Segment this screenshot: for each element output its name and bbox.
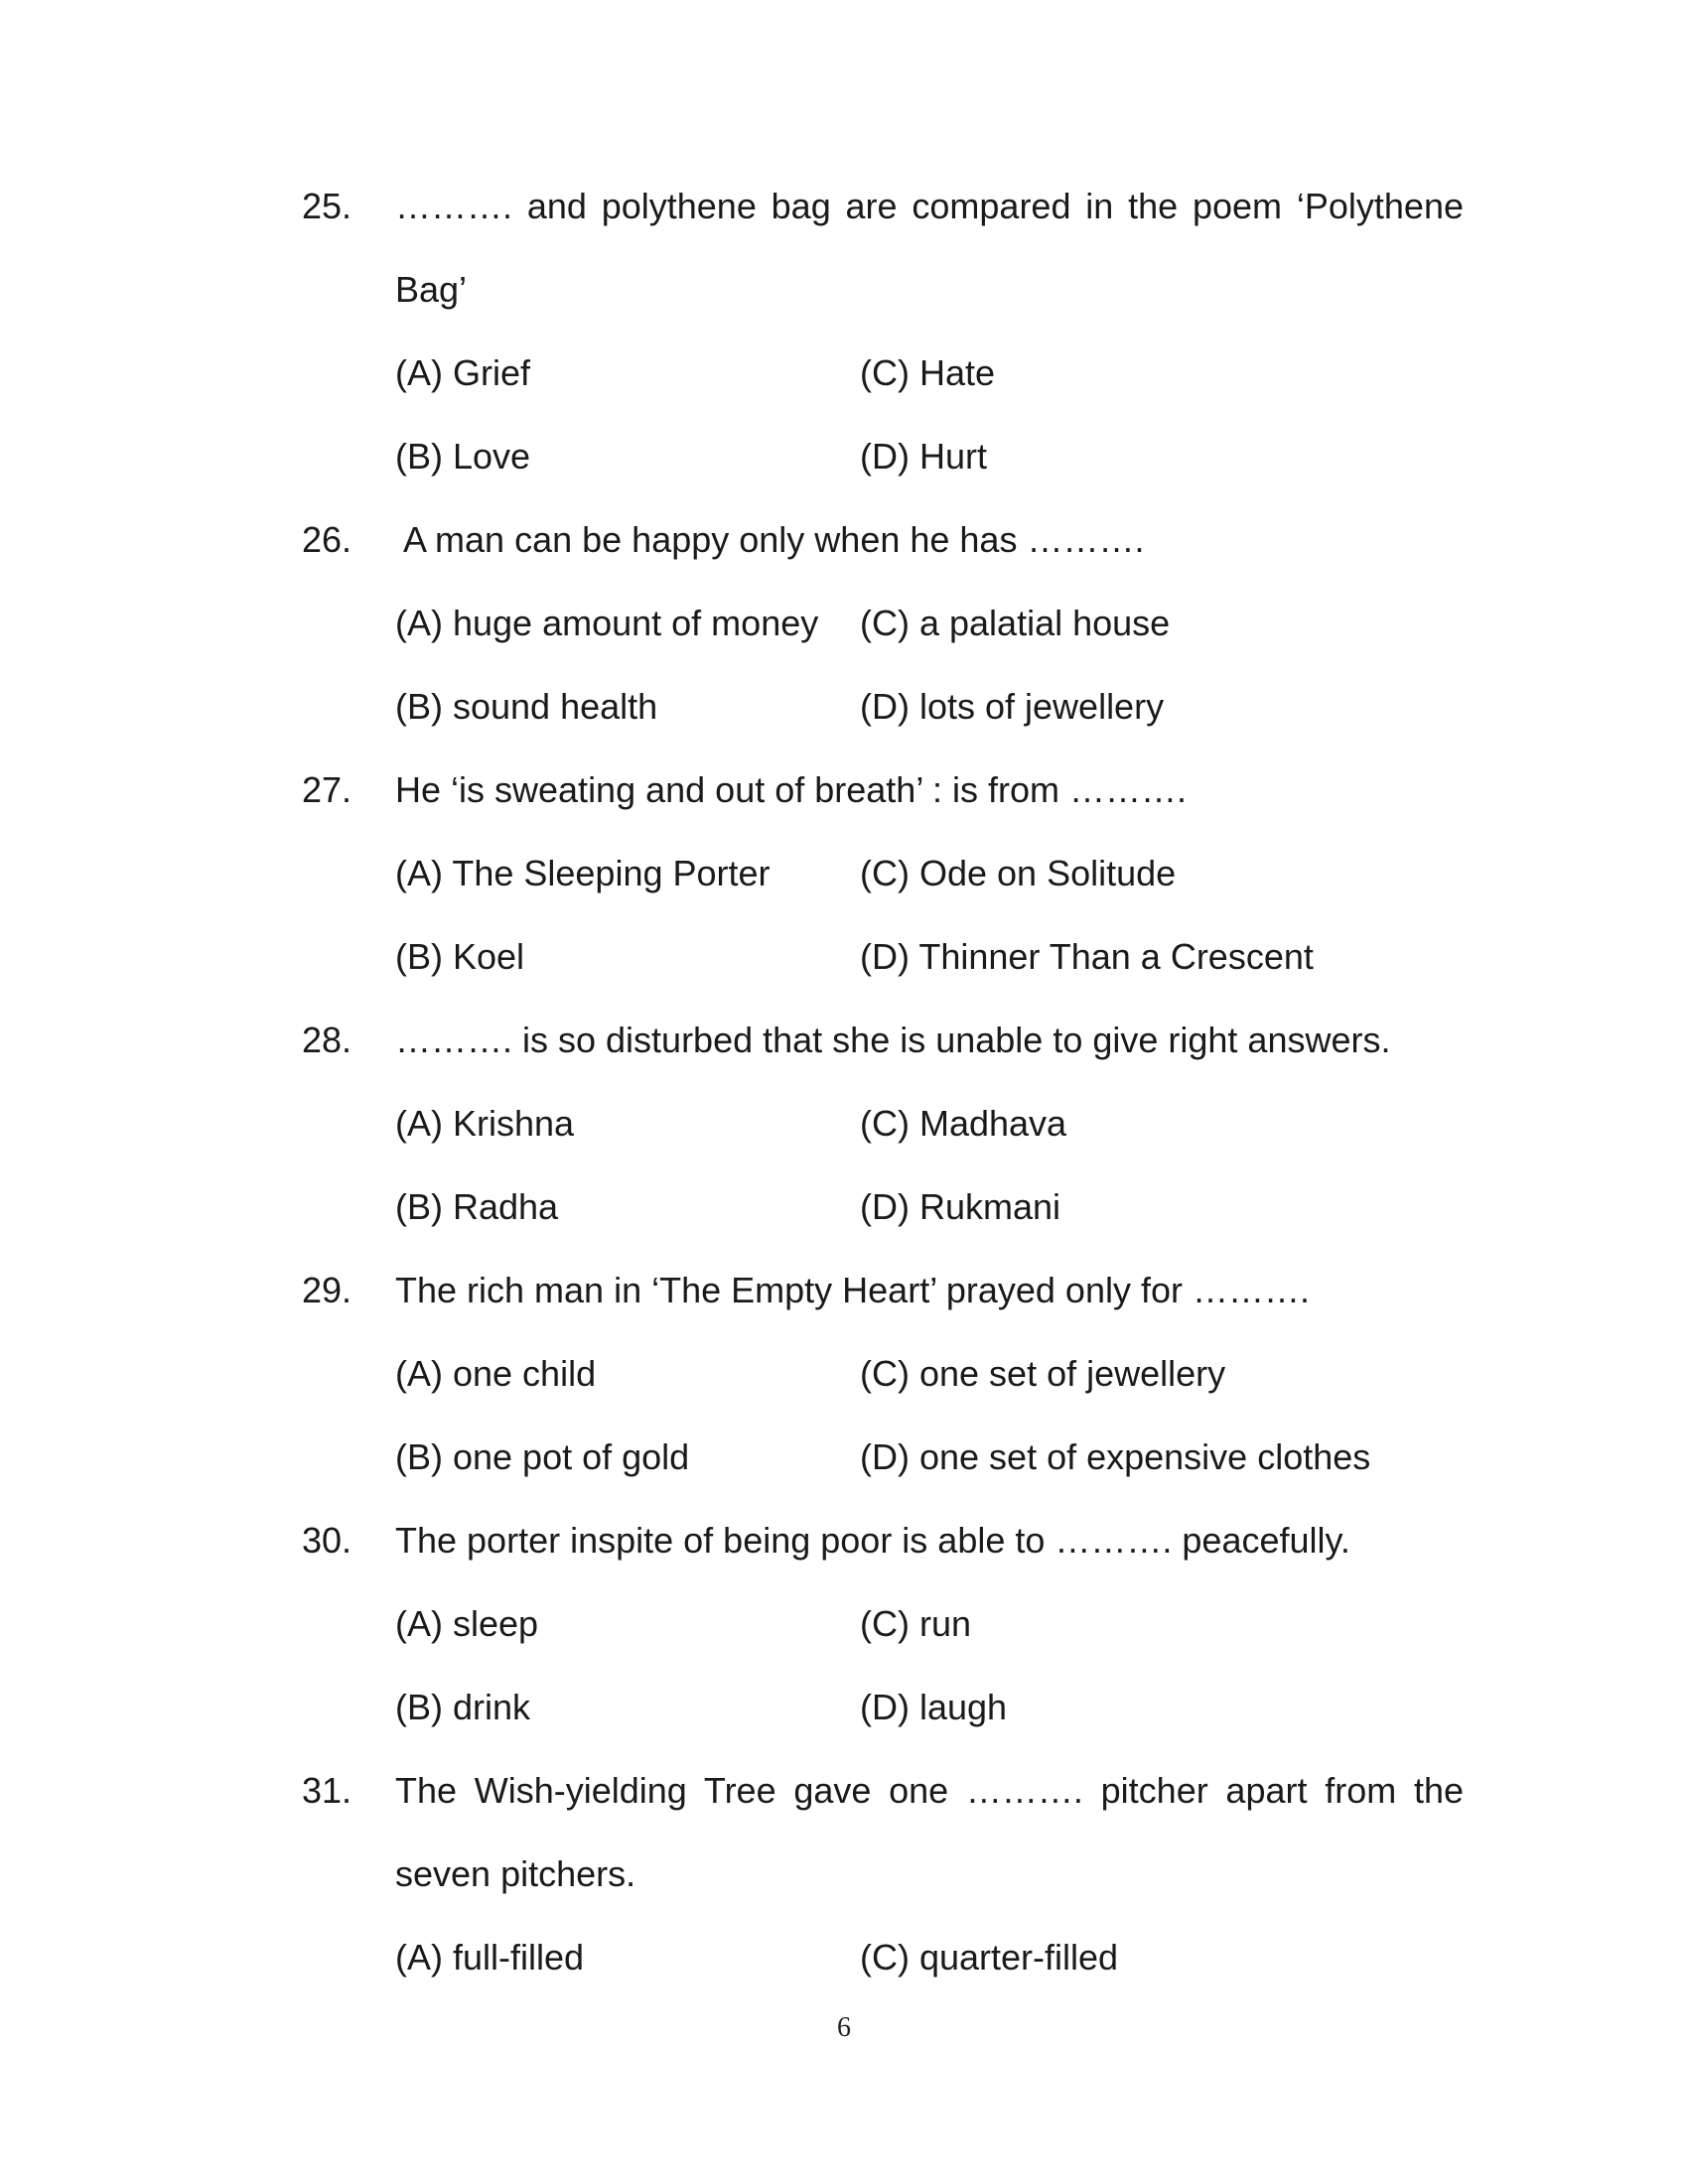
- option-d: (D) laugh: [860, 1687, 1008, 1727]
- option-d: (D) Thinner Than a Crescent: [860, 936, 1314, 977]
- option-c: (C) Ode on Solitude: [860, 853, 1177, 893]
- option-a: (A) one child: [395, 1353, 597, 1394]
- option-a: (A) Grief: [395, 352, 531, 393]
- option-d: (D) Hurt: [860, 436, 987, 477]
- question-text: He ‘is sweating and out of breath’ : is from ……….: [395, 769, 1187, 810]
- option-d: (D) one set of expensive clothes: [860, 1436, 1371, 1477]
- question-text: ………. and polythene bag are compared in the poem ‘Polythene: [395, 186, 1464, 226]
- option-c: (C) quarter-filled: [860, 1937, 1119, 1978]
- question-text-continued: seven pitchers.: [395, 1853, 636, 1894]
- question-number: 25.: [302, 186, 352, 226]
- option-c: (C) a palatial house: [860, 603, 1171, 643]
- option-a: (A) full-filled: [395, 1937, 585, 1978]
- question-number: 29.: [302, 1270, 352, 1310]
- question-number: 27.: [302, 769, 352, 810]
- option-a: (A) Krishna: [395, 1103, 575, 1144]
- option-c: (C) one set of jewellery: [860, 1353, 1226, 1394]
- question-text: The rich man in ‘The Empty Heart’ prayed only for ……….: [395, 1270, 1310, 1310]
- question-text-continued: Bag’: [395, 269, 468, 310]
- option-b: (B) Radha: [395, 1186, 559, 1227]
- question-number: 30.: [302, 1520, 352, 1561]
- question-text: The porter inspite of being poor is able to ………. peacefully.: [395, 1520, 1350, 1561]
- option-b: (B) Love: [395, 436, 531, 477]
- option-b: (B) drink: [395, 1687, 531, 1727]
- question-number: 31.: [302, 1770, 352, 1811]
- option-b: (B) Koel: [395, 936, 525, 977]
- option-b: (B) one pot of gold: [395, 1436, 690, 1477]
- option-d: (D) lots of jewellery: [860, 686, 1165, 727]
- question-text: The Wish-yielding Tree gave one ………. pitcher apart from the: [395, 1770, 1464, 1811]
- option-a: (A) huge amount of money: [395, 603, 819, 643]
- option-d: (D) Rukmani: [860, 1186, 1061, 1227]
- question-text: ………. is so disturbed that she is unable to give right answers.: [395, 1020, 1391, 1060]
- option-c: (C) Hate: [860, 352, 996, 393]
- option-a: (A) The Sleeping Porter: [395, 853, 771, 893]
- option-c: (C) Madhava: [860, 1103, 1067, 1144]
- option-a: (A) sleep: [395, 1603, 539, 1644]
- question-number: 28.: [302, 1020, 352, 1060]
- option-c: (C) run: [860, 1603, 972, 1644]
- question-text: A man can be happy only when he has ……….: [395, 519, 1145, 560]
- page-number: 6: [837, 2012, 851, 2043]
- option-b: (B) sound health: [395, 686, 658, 727]
- question-number: 26.: [302, 519, 352, 560]
